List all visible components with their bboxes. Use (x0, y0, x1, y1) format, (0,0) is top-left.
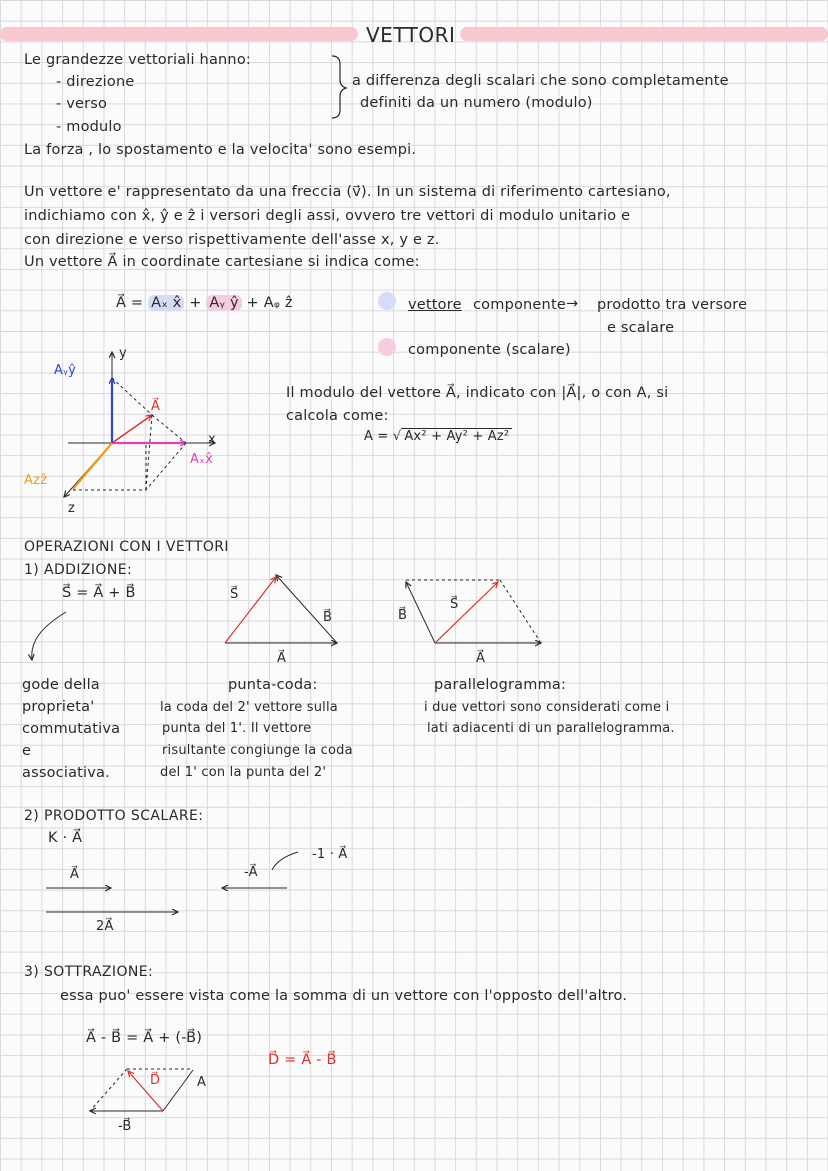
curved-pointer (272, 852, 298, 870)
difference-formula: D⃗ = A⃗ - B⃗ (268, 1052, 337, 1068)
a-vector (112, 415, 152, 443)
axis-label-x: x (208, 432, 216, 447)
triangle-label-b: B⃗ (323, 610, 333, 625)
tip-to-tail-diagram (225, 575, 337, 643)
addition-formula: S⃗ = A⃗ + B⃗ (62, 585, 136, 601)
punta-coda-title: punta-coda: (228, 677, 318, 693)
modulo-formula-lhs: A = √ (364, 429, 402, 444)
list-item-modulo: - modulo (56, 119, 122, 135)
legend-prodotto: prodotto tra versore (597, 297, 748, 313)
scalar-label-a: A⃗ (70, 867, 80, 882)
examples-line: La forza , lo spostamento e la velocita' sono esempi. (24, 142, 417, 158)
label-az: Azẑ (24, 473, 48, 488)
scalar-label-minus-a: -A⃗ (244, 865, 258, 880)
legend-scalare: e scalare (607, 320, 675, 336)
subtraction-diagram (90, 1069, 193, 1111)
paragraph-line-4: Un vettore A⃗ in coordinate cartesiane si indica come: (24, 254, 420, 270)
label-ay: Aᵧŷ (54, 363, 77, 378)
gode-line-4: e (22, 743, 32, 759)
modulo-formula-radicand: Ax² + Ay² + Az² (401, 428, 512, 444)
subtraction-description: essa puo' essere vista come la somma di un vettore con l'opposto dell'altro. (60, 988, 628, 1004)
scalar-formula: K · A⃗ (48, 830, 83, 846)
modulo-line-2: calcola come: (286, 408, 389, 424)
formula-ay-term: Aᵧ ŷ (206, 295, 241, 311)
punta-coda-line-4: del 1' con la punta del 2' (160, 765, 327, 780)
formula-lhs: A⃗ = (116, 295, 149, 311)
parallelogram-diagram (406, 580, 541, 643)
subtraction-label-d: D⃗ (150, 1073, 161, 1088)
subtraction-formula: A⃗ - B⃗ = A⃗ + (-B⃗) (86, 1030, 203, 1046)
scalar-label-minus-one-a: -1 · A⃗ (312, 847, 348, 862)
label-a: A⃗ (151, 399, 161, 414)
axis-label-z: z (68, 501, 76, 516)
formula-ax-term: Aₓ x̂ (148, 295, 184, 311)
subtraction-label-a: A (197, 1075, 207, 1090)
list-item-verso: - verso (56, 96, 108, 112)
legend-componente-scalare: componente (scalare) (408, 342, 571, 358)
triangle-label-a: A⃗ (277, 651, 287, 666)
gode-line-3: commutativa (22, 721, 121, 737)
list-item-direzione: - direzione (56, 74, 135, 90)
parallelogram-label-a: A⃗ (476, 651, 486, 666)
gode-line-2: proprieta' (22, 699, 95, 715)
punta-coda-line-1: la coda del 2' vettore sulla (160, 700, 338, 715)
parallelogram-line-2: lati adiacenti di un parallelogramma. (427, 721, 675, 736)
subtraction-label-minus-b: -B⃗ (118, 1119, 132, 1134)
page-title: VETTORI (366, 23, 456, 47)
label-ax: Aₓx̂ (190, 452, 213, 467)
parallelogram-label-b: B⃗ (398, 608, 408, 623)
subtraction-title: 3) SOTTRAZIONE: (24, 964, 154, 980)
curly-brace (332, 56, 346, 118)
legend-arrow: → (566, 296, 579, 312)
paragraph-line-2: indichiamo con x̂, ŷ e ẑ i versori degli assi, ovvero tre vettori di modulo unitario e (24, 208, 631, 224)
operations-heading: OPERAZIONI CON I VETTORI (24, 539, 229, 555)
modulo-line-1: Il modulo del vettore A⃗, indicato con |A⃗|, o con A, si (286, 385, 669, 401)
scalar-title: 2) PRODOTTO SCALARE: (24, 808, 204, 824)
legend-vettore: vettore (408, 297, 462, 313)
cartesian-axes (64, 352, 215, 497)
addition-title: 1) ADDIZIONE: (24, 562, 133, 578)
punta-coda-line-2: punta del 1'. Il vettore (162, 721, 312, 736)
gode-line-5: associativa. (22, 765, 110, 781)
formula-plus-1: + (184, 295, 207, 311)
brace-note-2: definiti da un numero (modulo) (360, 95, 593, 111)
az-component (73, 443, 112, 489)
paragraph-line-1: Un vettore e' rappresentato da una freccia (v⃗). In un sistema di riferimento cartesiano, (24, 184, 671, 200)
formula-plus-2: + (241, 295, 264, 311)
parallelogram-label-s: S⃗ (450, 597, 459, 612)
legend-componente: componente (473, 297, 566, 313)
punta-coda-line-3: risultante congiunge la coda (162, 743, 353, 758)
paragraph-line-3: con direzione e verso rispettivamente dell'asse x, y e z. (24, 232, 440, 248)
gode-line-1: gode della (22, 677, 100, 693)
axis-label-y: y (119, 346, 127, 361)
triangle-label-s: S⃗ (230, 587, 239, 602)
intro-line: Le grandezze vettoriali hanno: (24, 52, 251, 68)
scalar-label-2a: 2A⃗ (96, 919, 114, 934)
parallelogram-title: parallelogramma: (434, 677, 567, 693)
formula-az-term: Aᵩ ẑ (263, 295, 293, 311)
parallelogram-line-1: i due vettori sono considerati come i (424, 700, 670, 715)
brace-note-1: a differenza degli scalari che sono completamente (352, 73, 729, 89)
commutative-arrow (32, 612, 66, 660)
